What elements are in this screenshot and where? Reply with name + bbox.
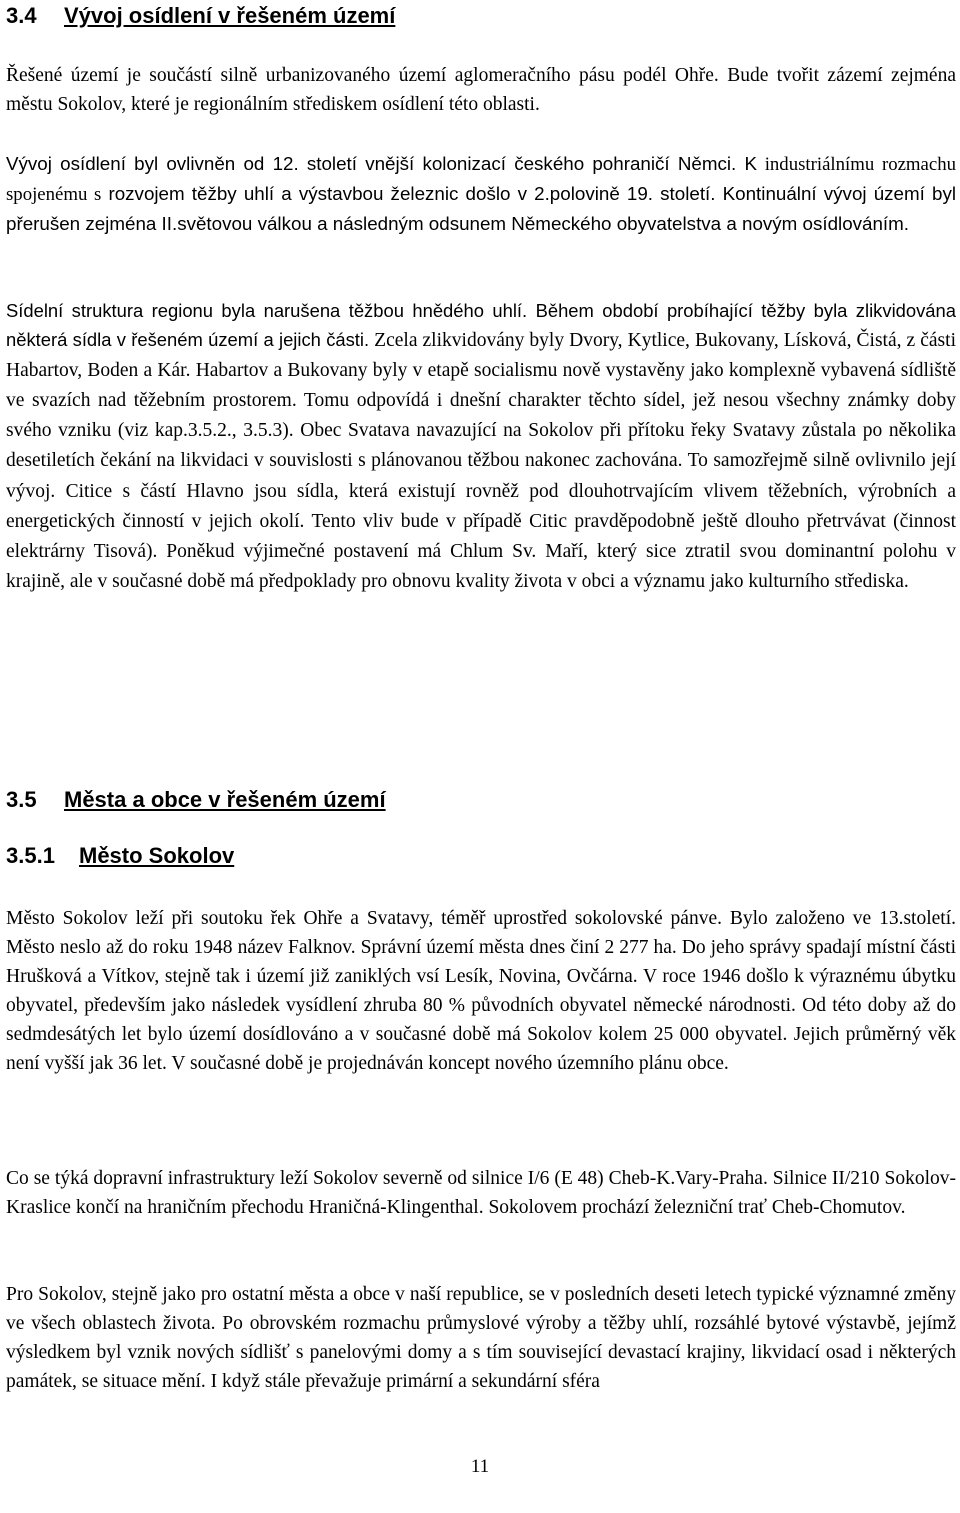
- section-number: 3.5.1: [6, 843, 55, 868]
- paragraph-settlement-part-3: Zcela zlikvidovány byly Dvory, Kytlice, Bukovany, Lísková, Čistá, z části Habartov, Boden a Kár. Habartov a Bukovany byly v etapě socialismu nově vystavěny jako komplexně vybavená sídliště ve svazích nad těžebním prostorem. Tomu odpovídá i dnešní charakter těchto sídel, jež nesou všechny známky doby svého vzniku (viz kap.3.5.2., 3.5.3). Obec Svatava navazující na Sokolov při přítoku řeky Svatavy zůstala po několika desetiletích čekání na likvidaci v souvislosti s plánovanou těžbou nakonec zachována. To samozřejmě silně ovlivnilo její vývoj. Citice s částí Hlavno jsou sídla, která existují rovněž pod dlouhotrvajícím vlivem těžebních, výrobních a energetických činností v jejich okolí. Tento vliv bude v případě Citic pravděpodobně ještě dlouho přetrvávat (činnost elektrárny Tisová). Poněkud výjimečné postavení má Chlum Sv. Maří, který sice ztratil svou dominantní polohu v krajině, ale v současné době má předpoklady pro obnovu kvality života v obci a významu jako kulturního střediska.: [6, 330, 956, 592]
- paragraph-settlement-part-2: řešeném území a jejich části.: [125, 329, 370, 351]
- paragraph-sokolov-transport: Co se týká dopravní infrastruktury leží Sokolov severně od silnice I/6 (E 48) Cheb-K.Vary-Praha. Silnice II/210 Sokolov-Kraslice končí na hraničním přechodu Hraničná-Klingenthal. Sokolovem prochází železniční trať Cheb-Chomutov.: [6, 1168, 956, 1218]
- paragraph-intro: Řešené území je součástí silně urbanizovaného území aglomeračního pásu podél Ohře. Bude tvořit zázemí zejména městu Sokolov, které je regionálním střediskem osídlení této oblasti.: [6, 65, 956, 115]
- section-heading-3-5-1: [6, 842, 234, 870]
- paragraph-settlement-part-1: Sídelní struktura regionu byla narušena těžbou hnědého uhlí. Během období probíhající těžby byla zlikvidována některá sídla v: [6, 300, 956, 351]
- paragraph-history: [6, 149, 956, 238]
- section-heading-3-5: [6, 786, 386, 814]
- paragraph-settlement-structure: [6, 296, 956, 596]
- paragraph-history-part-2: industriálnímu rozmachu spojenému s: [6, 154, 956, 205]
- section-number: 3.4: [6, 3, 37, 28]
- paragraph-history-part-1: Vývoj osídlení byl ovlivněn od 12. století vnější kolonizací českého pohraničí Němci. K: [6, 153, 758, 174]
- section-title: Vývoj osídlení v řešeném území: [64, 3, 396, 28]
- paragraph-history-part-3: rozvojem těžby uhlí a výstavbou železnic došlo v 2.polovině 19. století. Kontinuální vývoj území byl přerušen zejména II.světovou válkou a následným odsunem Německého obyvatelstva a novým osídlováním.: [6, 183, 957, 234]
- section-title: Města a obce v řešeném území: [64, 787, 386, 812]
- section-title: Město Sokolov: [79, 843, 235, 868]
- paragraph-sokolov-overview: Město Sokolov leží při soutoku řek Ohře a Svatavy, téměř uprostřed sokolovské pánve. Bylo založeno ve 13.století. Město neslo až do roku 1948 název Falknov. Správní území města dnes činí 2 277 ha. Do jeho správy spadají místní části Hrušková a Vítkov, stejně tak i území již zaniklých vsí Lesík, Novina, Ovčárna. V roce 1946 došlo k výraznému úbytku obyvatel, především jako následek vysídlení zhruba 80 % původních obyvatel německé národnosti. Od této doby až do sedmdesátých let bylo území dosídlováno a v současné době má Sokolov kolem 25 000 obyvatel. Jejich průměrný věk není vyšší jak 36 let. V současné době je projednáván koncept nového územního plánu obce.: [6, 908, 956, 1074]
- section-heading-3-4: [6, 2, 395, 30]
- paragraph-sokolov-changes: Pro Sokolov, stejně jako pro ostatní města a obce v naší republice, se v posledních deseti letech typické významné změny ve všech oblastech života. Po obrovském rozmachu průmyslové výroby a těžby uhlí, rozsáhlé bytové výstavbě, jejímž výsledkem byl vznik nových sídlišť s panelovými domy a s tím související devastací krajiny, likvidací osad i některých památek, se situace mění. I když stále převažuje primární a sekundární sféra: [6, 1284, 956, 1392]
- section-number: 3.5: [6, 787, 37, 812]
- page-number: 11: [470, 1456, 490, 1477]
